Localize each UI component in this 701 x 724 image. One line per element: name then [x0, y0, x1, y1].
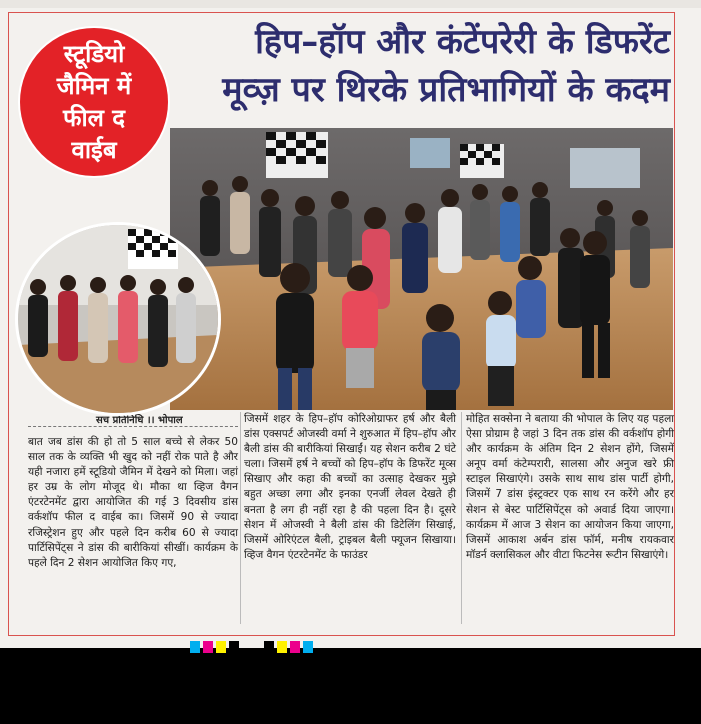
registration-magenta	[203, 641, 213, 653]
badge-line-4: वाईब	[71, 136, 117, 164]
title-badge	[20, 28, 168, 176]
byline-rule	[28, 426, 238, 427]
registration-black	[229, 641, 239, 653]
column-divider	[461, 412, 462, 624]
registration-yellow	[216, 641, 226, 653]
badge-line-2: जैमिन में	[56, 72, 132, 100]
top-strip	[0, 0, 701, 8]
headline-line-2: मूव्ज़ पर थिरके प्रतिभागियों के कदम	[222, 70, 670, 110]
column-3-text: मोहित सक्सेना ने बताया की भोपाल के लिए यह पहला ऐसा प्रोग्राम है जहां 3 दिन तक डांस की वर्कशॉप होगी और कार्यक्रम के अंतिम दिन 2 सेशन होंगे, जिसमें अनूप वर्मा कंटेम्परारी, सालसा और अनुज खरे फ्री स्टाइल सिखाएंगे। उसके साथ साथ डांस पार्टी होगी, जिसमें 7 डांस इंस्ट्रक्टर एक साथ रन करेंगे और हर सेशन से बेस्ट पार्टिसिपेंट्स को अवार्ड दिया जाएगा। कार्यक्रम में आज 3 सेशन का आयोजन किया जाएगा, जिसमें आकाश अर्बन डांस फॉर्म, मनीष रायकवार मॉडर्न क्लासिकल और वीटा फिटनेस रूटीन सिखाएंगे।	[466, 413, 674, 561]
column-1-text: बात जब डांस की हो तो 5 साल बच्चे से लेकर 50 साल तक के व्यक्ति भी खुद को नहीं रोक पाते है और यही नजारा हमें स्टूडियो जैमिन में देखने को मिला। जहां हर उम्र के लोग मोजूद थे। मौका था व्हिज वैगन एंटरटेनमेंट द्वारा आयोजित की गई 3 दिवसीय डांस वर्कशॉप फील द वाईब का। जिसमें 90 से ज्यादा रजिस्ट्रेशन हुए और पहले दिन करीब 60 से ज्यादा पार्टिसिपेंट्स ने डांस की बारीकियां सीखीं। कार्यक्रम के पहले दिन 2 सेशन आयोजित किए गए,	[28, 436, 238, 569]
registration-cyan	[190, 641, 200, 653]
article-column-2	[244, 412, 456, 563]
color-registration-marks-left	[190, 641, 242, 653]
badge-line-3: फील द	[62, 104, 126, 132]
main-photo	[170, 128, 673, 410]
column-2-text: जिसमें शहर के हिप–हॉप कोरिओग्राफर हर्ष और बैली डांस एक्सपर्ट ओजस्वी वर्मा ने शुरुआत में हिप–हॉप और बैली डांस की बारीकियां सिखाईं। यह सेशन करीब 2 घंटे चला। जिसमें हर्ष ने बच्चों को हिप–हॉप के डिफरेंट मूव्स सिखाए और कहा की बच्चों का उत्साह देखकर मुझे बहुत अच्छा लगा और इनका एनर्जी लेवल देखते ही बनता है लग ही नहीं रहा है की पहला दिन है। दूसरे सेशन में ओजस्वी ने बैली डांस की डिटेलिंग सिखाई, जिसमें ओरिएंटल बैली, ट्राइबल बैली फ्यूजन सिखाया। व्हिज वैगन एंटरटेनमेंट के फाउंडर	[244, 413, 456, 561]
column-divider	[240, 412, 241, 624]
article-column-3	[466, 412, 674, 563]
registration-black	[264, 641, 274, 653]
registration-cyan	[303, 641, 313, 653]
headline	[170, 18, 670, 114]
color-registration-marks-right	[264, 641, 316, 653]
byline: सच प्रतिनिधि ।। भोपाल	[96, 415, 183, 426]
badge-line-1: स्टूडियो	[63, 40, 125, 68]
headline-line-1: हिप–हॉप और कंटेंपरेरी के डिफरेंट	[255, 22, 670, 62]
inset-photo	[18, 225, 218, 413]
registration-yellow	[277, 641, 287, 653]
registration-magenta	[290, 641, 300, 653]
article-column-1	[28, 435, 238, 571]
